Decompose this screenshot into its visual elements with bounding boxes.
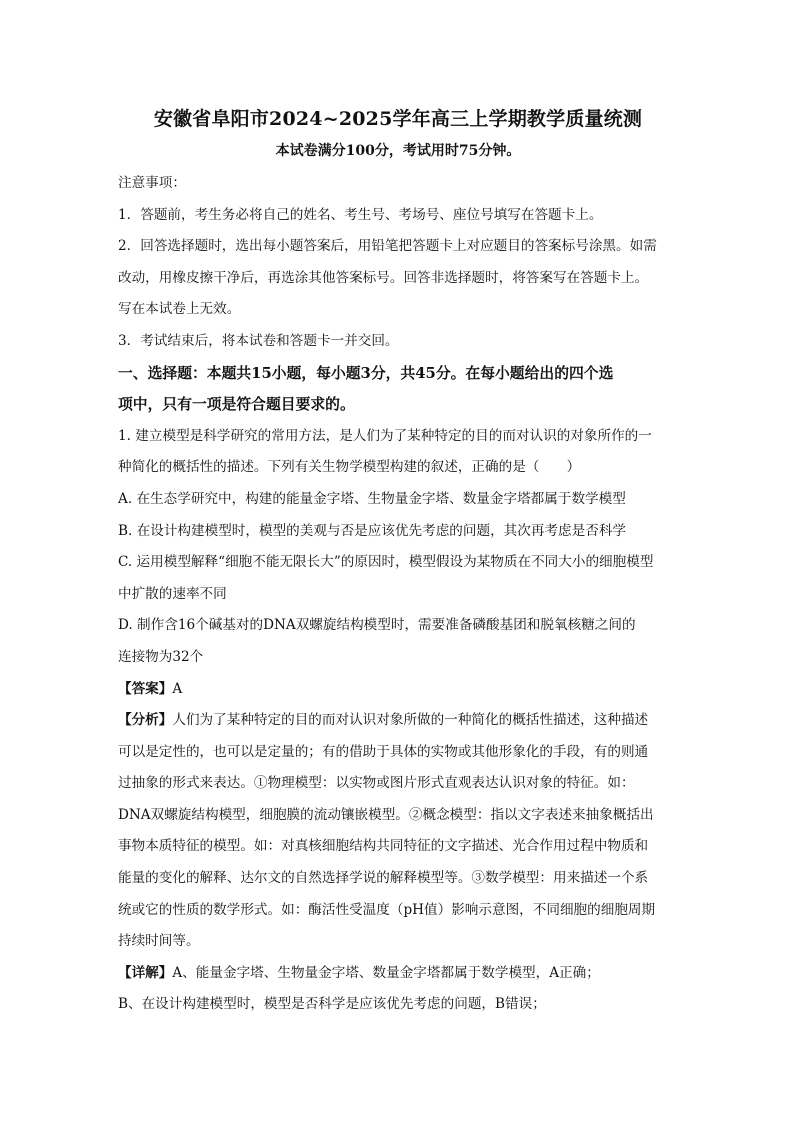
answer-value: A [172,680,183,697]
option-b: B. 在设计构建模型时，模型的美观与否是应该优先考虑的问题，其次再考虑是否科学 [118,522,627,539]
analysis-line-2: 可以是定性的，也可以是定量的；有的借助于具体的实物或其他形象化的手段，有的则通 [118,743,649,760]
section-heading-line-1: 一、选择题：本题共15小题，每小题3分，共45分。在每小题给出的四个选 [118,364,614,382]
notice-item-1: 1．答题前，考生务必将自己的姓名、考生号、考场号、座位号填写在答题卡上。 [118,206,603,223]
analysis-text-1: 人们为了某种特定的目的而对认识对象所做的一种简化的概括性描述，这种描述 [172,712,649,729]
analysis-line-8: 持续时间等。 [118,933,200,950]
answer-tag: 【答案】 [118,680,173,697]
notice-item-2-line-2: 改动，用橡皮擦干净后，再选涂其他答案标号。回答非选择题时，将答案写在答题卡上。 [118,269,649,286]
analysis-line-7: 统或它的性质的数学形式。如：酶活性受温度（pH值）影响示意图，不同细胞的细胞周期 [118,901,656,918]
analysis-line-6: 能量的变化的解释、达尔文的自然选择学说的解释模型等。③数学模型：用来描述一个系 [118,870,649,887]
analysis-line-4: DNA双螺旋结构模型，细胞膜的流动镶嵌模型。②概念模型：指以文字表述来抽象概括出 [118,806,654,823]
exam-title: 安徽省阜阳市2024~2025学年高三上学期教学质量统测 [153,108,643,130]
detail-text-1: A、能量金字塔、生物量金字塔、数量金字塔都属于数学模型，A正确； [172,964,600,981]
option-d-line-1: D. 制作含16个碱基对的DNA双螺旋结构模型时，需要准备磷酸基团和脱氧核糖之间的 [118,617,636,634]
detail-line-2: B、在设计构建模型时，模型是否科学是应该优先考虑的问题，B错误； [118,996,546,1013]
notice-heading: 注意事项： [118,175,186,191]
answer-line [118,674,678,706]
notice-item-3: 3．考试结束后，将本试卷和答题卡一并交回。 [118,332,399,349]
analysis-tag: 【分析】 [118,712,173,729]
document-content [118,104,678,1021]
option-c-line-1: C. 运用模型解释“细胞不能无限长大”的原因时，模型假设为某物质在不同大小的细胞模型 [118,554,654,571]
notice-item-2-line-3: 写在本试卷上无效。 [118,301,241,318]
exam-subtitle: 本试卷满分100分，考试用时75分钟。 [275,143,521,159]
notice-item-2-line-1: 2．回答选择题时，选出每小题答案后，用铅笔把答题卡上对应题目的答案标号涂黑。如需 [118,238,657,255]
section-heading-line-2: 项中，只有一项是符合题目要求的。 [118,396,355,414]
analysis-line-5: 事物本质特征的模型。如：对真核细胞结构共同特征的文字描述、光合作用过程中物质和 [118,838,649,855]
analysis-line-1 [118,705,678,737]
detail-tag: 【详解】 [118,964,173,981]
option-c-line-2: 中扩散的速率不同 [118,585,227,602]
option-a: A. 在生态学研究中，构建的能量金字塔、生物量金字塔、数量金字塔都属于数学模型 [118,490,626,507]
detail-line-1 [118,958,678,990]
analysis-line-3: 过抽象的形式来表达。①物理模型：以实物或图片形式直观表达认识对象的特征。如： [118,775,635,792]
question-stem-line-2: 种简化的概括性的描述。下列有关生物学模型构建的叙述，正确的是（ ） [118,459,581,476]
option-d-line-2: 连接物为32个 [118,648,204,665]
question-stem-line-1: 1. 建立模型是科学研究的常用方法，是人们为了某种特定的目的而对认识的对象所作的一 [118,427,652,444]
